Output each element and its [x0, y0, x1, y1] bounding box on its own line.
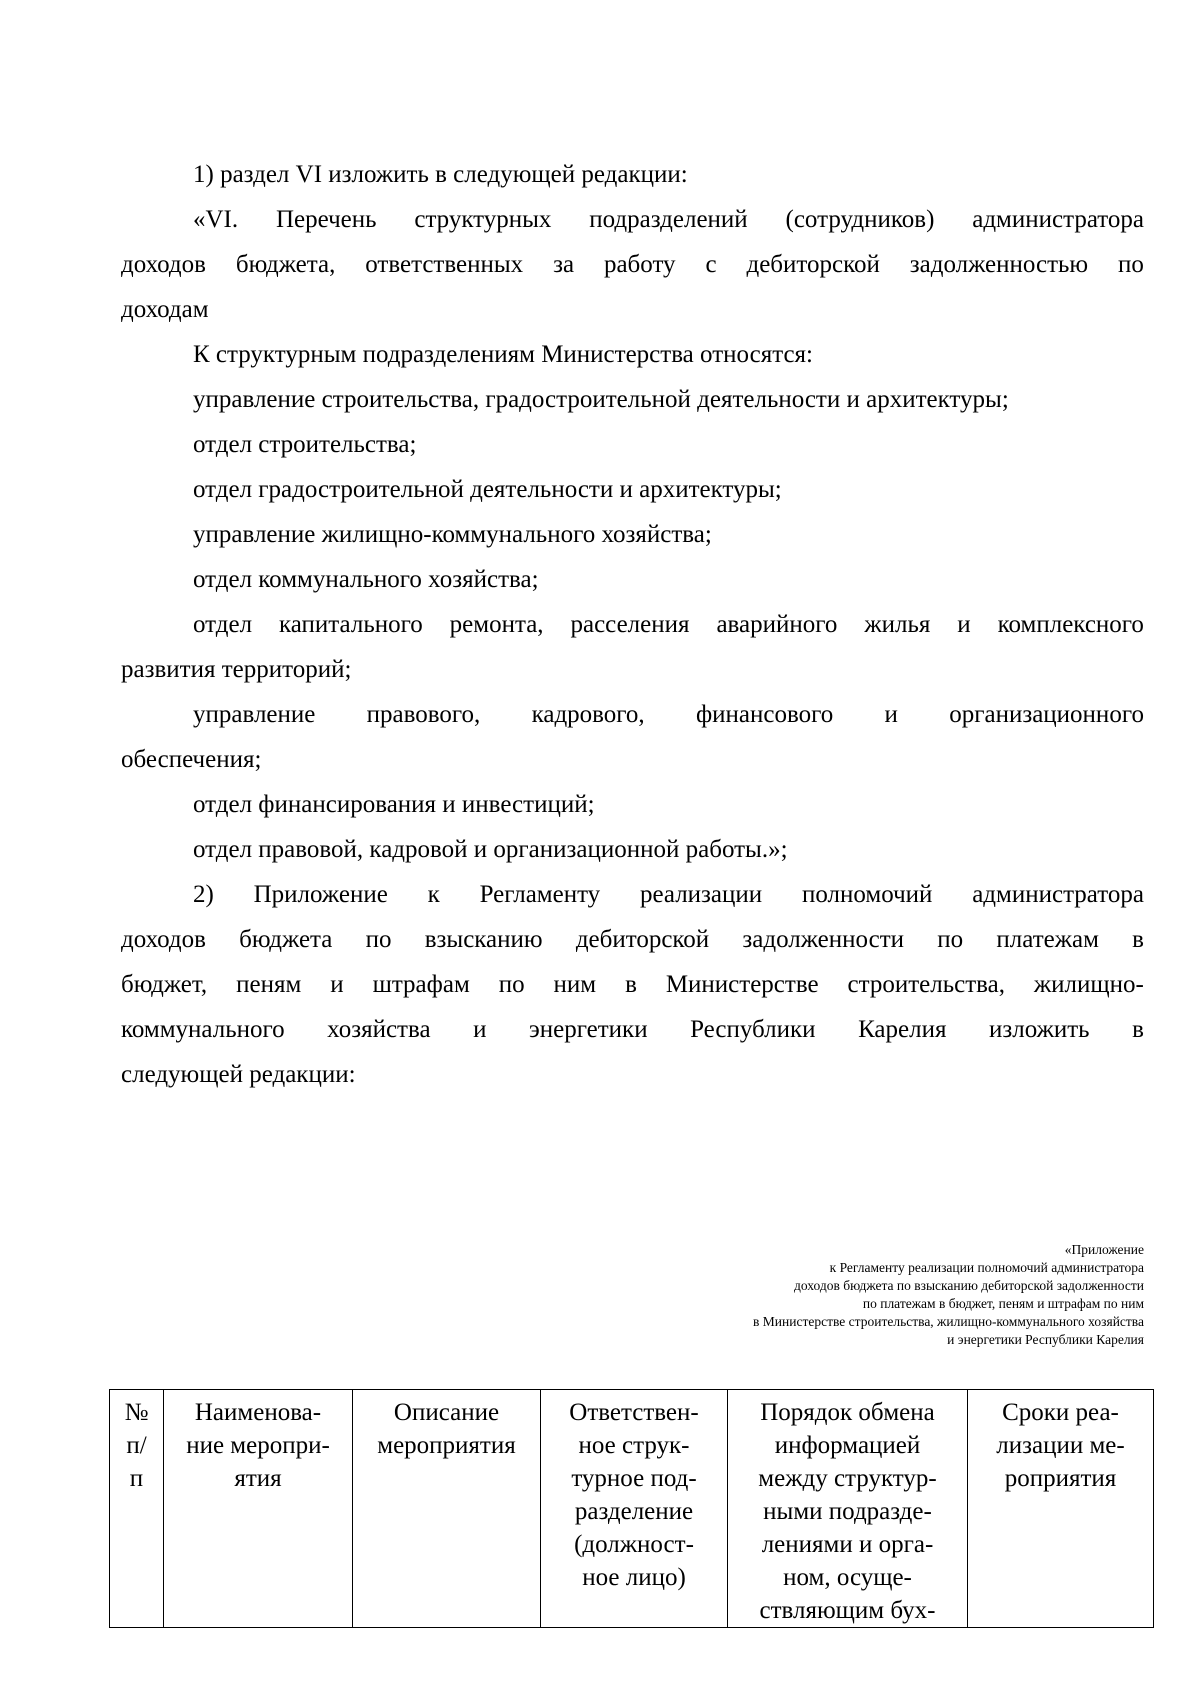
appendix-note-line: в Министерстве строительства, жилищно-коммунального хозяйства: [753, 1314, 1144, 1329]
header-cell-description: Описание мероприятия: [353, 1390, 541, 1628]
appendix-note-line: доходов бюджета по взысканию дебиторской задолженности: [793, 1278, 1144, 1293]
appendix-note-line: по платежам в бюджет, пеням и штрафам по ним: [862, 1296, 1144, 1311]
paragraph-13-line-1: 2) Приложение к Регламенту реализации полномочий администратора: [193, 881, 1144, 908]
paragraph-11: отдел финансирования и инвестиций;: [193, 791, 595, 818]
header-cell-deadlines: Сроки реа- лизации ме- роприятия: [968, 1390, 1154, 1628]
paragraph-6: отдел градостроительной деятельности и архитектуры;: [193, 476, 782, 503]
paragraph-7: управление жилищно-коммунального хозяйства;: [193, 521, 712, 548]
paragraph-8: отдел коммунального хозяйства;: [193, 566, 539, 593]
paragraph-13-line-3: бюджет, пеням и штрафам по ним в Министерстве строительства, жилищно-: [121, 971, 1144, 998]
paragraph-2-line-2: доходов бюджета, ответственных за работу с дебиторской задолженностью по: [121, 251, 1144, 278]
paragraph-1: 1) раздел VI изложить в следующей редакции:: [193, 161, 688, 188]
paragraph-13-line-2: доходов бюджета по взысканию дебиторской задолженности по платежам в: [121, 926, 1144, 953]
paragraph-2-line-1: «VI. Перечень структурных подразделений (сотрудников) администратора: [193, 206, 1144, 233]
header-cell-exchange-procedure: Порядок обмена информацией между структур- ными подразде- лениями и орга- ном, осуще- ствляющим бух-: [728, 1390, 968, 1628]
paragraph-13-line-5: следующей редакции:: [121, 1061, 356, 1088]
paragraph-9-line-1: отдел капитального ремонта, расселения аварийного жилья и комплексного: [193, 611, 1144, 638]
paragraph-4: управление строительства, градостроительной деятельности и архитектуры;: [193, 386, 1009, 413]
appendix-note-line: «Приложение: [1064, 1242, 1144, 1257]
measures-table: [109, 1389, 1154, 1628]
header-cell-name: Наименова- ние меропри- ятия: [164, 1390, 353, 1628]
paragraph-13-line-4: коммунального хозяйства и энергетики Республики Карелия изложить в: [121, 1016, 1144, 1043]
paragraph-5: отдел строительства;: [193, 431, 417, 458]
header-cell-number: № п/ п: [110, 1390, 164, 1628]
header-cell-responsible: Ответствен- ное струк- турное под- разделение (должност- ное лицо): [541, 1390, 728, 1628]
table-header-row: [110, 1390, 1154, 1628]
paragraph-9-line-2: развития территорий;: [121, 656, 352, 683]
paragraph-3: К структурным подразделениям Министерства относятся:: [193, 341, 813, 368]
paragraph-12: отдел правовой, кадровой и организационной работы.»;: [193, 836, 788, 863]
paragraph-2-line-3: доходам: [121, 296, 209, 323]
paragraph-10-line-1: управление правового, кадрового, финансового и организационного: [193, 701, 1144, 728]
appendix-note-line: к Регламенту реализации полномочий администратора: [829, 1260, 1144, 1275]
paragraph-10-line-2: обеспечения;: [121, 746, 262, 773]
appendix-note-line: и энергетики Республики Карелия: [947, 1332, 1144, 1347]
